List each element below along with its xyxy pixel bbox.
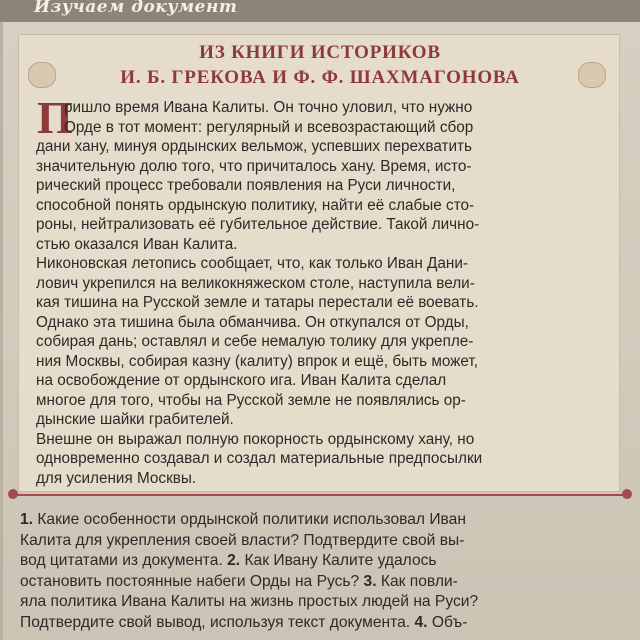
questions-block (20, 510, 620, 634)
text-line: стью оказался Иван Калита. (36, 235, 238, 253)
question-text: вод цитатами из документа. (20, 552, 228, 570)
page-edge (0, 0, 3, 640)
question-number: 3. (363, 572, 377, 590)
text-line: Однако эта тишина была обманчива. Он откупался от Орды, (36, 313, 469, 331)
question-text: Подтвердите свой вывод, используя текст документа. (20, 613, 415, 631)
text-line: ния Москвы, собирая казну (калиту) впрок и ещё, быть может, (36, 352, 478, 370)
question-line: яла политика Ивана Калиты на жизнь простых людей на Руси? (20, 593, 479, 611)
question-number: 4. (414, 613, 428, 631)
text-line: кая тишина на Русской земле и татары перестали её воевать. (36, 294, 479, 311)
divider-dot-right (622, 489, 632, 499)
text-line: ришло время Ивана Калиты. Он точно уловил, что нужно (64, 99, 473, 116)
question-text: Какие особенности ордынской политики использовал Иван (33, 511, 466, 528)
text-line: Никоновская летопись сообщает, что, как только Иван Дани- (36, 255, 468, 272)
document-text (36, 92, 610, 488)
question-text: Как Ивану Калите удалось (240, 552, 437, 570)
question-text: остановить постоянные набеги Орды на Русь? (20, 572, 364, 590)
question-line (20, 572, 620, 593)
document-heading-line1: ИЗ КНИГИ ИСТОРИКОВ (199, 42, 441, 63)
question-line (20, 551, 620, 572)
text-line: дани хану, минуя ордынских вельмож, успевших перехватить (36, 138, 473, 155)
question-number: 1. (20, 511, 34, 528)
question-number: 2. (227, 552, 241, 570)
section-label: Изучаем документ (34, 0, 238, 17)
text-line: на освобождение от ордынского ига. Иван Калита сделал (36, 372, 447, 389)
text-line: значительную долю того, что причиталось хану. Время, исто- (36, 157, 472, 175)
text-line: одновременно создавал и создал материальные предпосылки (36, 450, 483, 467)
text-line: многое для того, чтобы на Русской земле не появлялись ор- (36, 391, 466, 409)
text-line: рический процесс требовали появления на Руси личности, (36, 177, 456, 194)
question-text: Объ- (427, 613, 468, 631)
text-line: для усиления Москвы. (36, 469, 197, 487)
question-line (20, 613, 620, 634)
divider-dot-left (8, 489, 18, 499)
text-line: Орде в тот момент: регулярный и всевозрастающий сбор (64, 118, 474, 136)
text-line: дынские шайки грабителей. (36, 411, 234, 428)
document-heading-line2: И. Б. ГРЕКОВА И Ф. Ф. ШАХМАГОНОВА (120, 67, 520, 88)
question-line (20, 510, 620, 531)
drop-cap-letter: П (37, 92, 73, 143)
section-divider (14, 494, 626, 496)
text-line: роны, нейтрализовать её губительное действие. Такой лично- (36, 216, 480, 233)
question-line: Калита для укрепления своей власти? Подтвердите свой вы- (20, 531, 465, 549)
text-line: собирая дань; оставлял и себе немалую толику для укрепле- (36, 333, 474, 350)
text-line: Внешне он выражал полную покорность ордынскому хану, но (36, 430, 475, 448)
text-line: способной понять ордынскую политику, найти её слабые сто- (36, 196, 475, 214)
question-text: Как повли- (376, 572, 458, 590)
text-line: лович укрепился на великокняжеском столе, наступила вели- (36, 274, 475, 292)
section-header-band (0, 0, 640, 22)
